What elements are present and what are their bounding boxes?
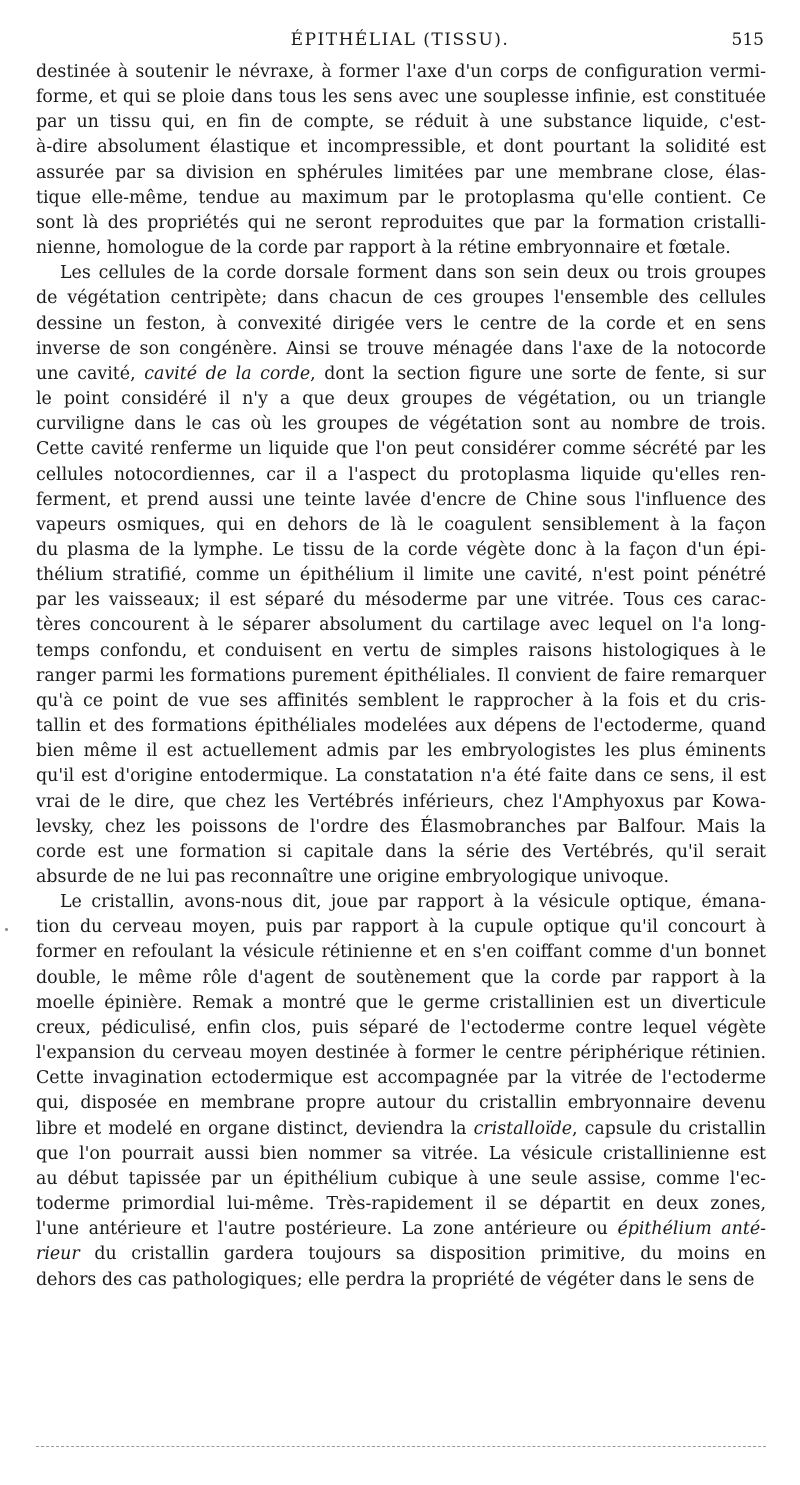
text-line: qu'à ce point de vue ses affinités semblent le rapprocher à la fois et du cris- [36,690,766,711]
paragraph [36,261,766,890]
text-line: assurée par sa division en sphérules limitées par une membrane close, élas- [36,162,766,183]
text-line: inverse de son congénère. Ainsi se trouve ménagée dans l'axe de la notocorde [36,338,766,359]
text-line: une cavité, cavité de la corde, dont la section figure une sorte de fente, si sur [36,363,766,384]
paragraph [36,890,766,1293]
page-header [36,30,764,56]
paragraph [36,60,766,261]
text-line: corde est une formation si capitale dans la série des Vertébrés, qu'il serait [36,841,766,862]
text-line: curviligne dans le cas où les groupes de végétation sont au nombre de trois. [36,414,766,435]
text-line: vapeurs osmiques, qui en dehors de là le coagulent sensiblement à la façon [36,514,766,535]
text-line: dehors des cas pathologiques; elle perdra la propriété de végéter dans le sens de [36,1269,755,1290]
body-text [36,60,766,1293]
text-line: dessine un feston, à convexité dirigée vers le centre de la corde et en sens [36,313,766,334]
text-line: forme, et qui se ploie dans tous les sens avec une souplesse infinie, est constituée [36,87,766,108]
text-line: du plasma de la lymphe. Le tissu de la corde végète donc à la façon d'un épi- [36,539,766,560]
text-line: qu'il est d'origine entodermique. La constatation n'a été faite dans ce sens, il est [36,766,766,787]
text-line: cellules notocordiennes, car il a l'aspect du protoplasma liquide qu'elles ren- [36,464,766,485]
text-line: bien même il est actuellement admis par les embryologistes les plus éminents [36,741,766,762]
text-line: vrai de le dire, que chez les Vertébrés inférieurs, chez l'Amphyoxus par Kowa- [36,791,766,812]
text-line: former en refoulant la vésicule rétinienne et en s'en coiffant comme d'un bonnet [36,942,766,963]
text-line: tères concourent à le séparer absolument du cartilage avec lequel on l'a long- [36,615,766,636]
text-line: temps confondu, et conduisent en vertu de simples raisons histologiques à le [36,640,766,661]
italic-term: rieur [36,1244,80,1265]
text-line: que l'on pourrait aussi bien nommer sa vitrée. La vésicule cristallinienne est [36,1143,766,1164]
text-line: l'expansion du cerveau moyen destinée à former le centre périphérique rétinien. [36,1043,766,1064]
text-line: absurde de ne lui pas reconnaître une origine embryologique univoque. [36,867,670,887]
italic-term: cristalloïde [473,1118,573,1139]
text-line: creux, pédiculisé, enfin clos, puis séparé de l'ectoderme contre lequel végète [36,1017,766,1038]
text-line: thélium stratifié, comme un épithélium il limite une cavité, n'est point pénétré [36,565,766,586]
text-line: Cette invagination ectodermique est accompagnée par la vitrée de l'ectoderme [36,1068,766,1089]
text-line: ferment, et prend aussi une teinte lavée d'encre de Chine sous l'influence des [36,489,766,510]
text-line: Les cellules de la corde dorsale forment dans son sein deux ou trois groupes [60,263,766,284]
text-line: sont là des propriétés qui ne seront reproduites que par la formation cristalli- [36,212,766,233]
text-line: au début tapissée par un épithélium cubique à une seule assise, comme l'ec- [36,1168,766,1189]
text-line: Le cristallin, avons-nous dit, joue par rapport à la vésicule optique, émana- [60,892,766,913]
text-line: toderme primordial lui-même. Très-rapidement il se départit en deux zones, [36,1194,766,1215]
text-line: moelle épinière. Remak a montré que le germe cristallinien est un diverticule [36,992,766,1013]
text-line: double, le même rôle d'agent de soutènement que la corde par rapport à la [36,967,766,988]
margin-mark [5,928,8,931]
text-line: l'une antérieure et l'autre postérieure. La zone antérieure ou épithélium anté- [36,1219,766,1240]
text-line: levsky, chez les poissons de l'ordre des Élasmobranches par Balfour. Mais la [36,816,766,837]
text-line: Cette cavité renferme un liquide que l'on peut considérer comme sécrété par les [36,439,766,460]
text-line: rieur du cristallin gardera toujours sa disposition primitive, du moins en [36,1244,766,1265]
text-line: de végétation centripète; dans chacun de ces groupes l'ensemble des cellules [36,288,766,309]
footer-rule [36,1446,766,1447]
italic-term: cavité de la corde [144,363,311,384]
text-line: tion du cerveau moyen, puis par rapport à la cupule optique qu'il concourt à [36,917,766,938]
text-line: tallin et des formations épithéliales modelées aux dépens de l'ectoderme, quand [36,716,766,737]
page-number: 515 [731,30,764,50]
text-line: par les vaisseaux; il est séparé du mésoderme par une vitrée. Tous ces carac- [36,590,766,611]
text-line: par un tissu qui, en fin de compte, se réduit à une substance liquide, c'est- [36,112,766,133]
running-title: ÉPITHÉLIAL (TISSU). [290,30,510,50]
text-line: le point considéré il n'y a que deux groupes de végétation, ou un triangle [36,389,766,410]
text-line: ranger parmi les formations purement épithéliales. Il convient de faire remarquer [36,665,766,686]
text-line: à-dire absolument élastique et incompressible, et dont pourtant la solidité est [36,137,766,158]
text-line: destinée à soutenir le névraxe, à former l'axe d'un corps de configuration vermi- [36,62,766,82]
text-line: tique elle-même, tendue au maximum par le protoplasma qu'elle contient. Ce [36,187,766,208]
text-line: qui, disposée en membrane propre autour du cristallin embryonnaire devenu [36,1093,766,1114]
italic-term: épithélium anté- [617,1219,766,1240]
text-line: libre et modelé en organe distinct, deviendra la cristalloïde, capsule du cristallin [36,1118,766,1139]
text-line: nienne, homologue de la corde par rapport à la rétine embryonnaire et fœtale. [36,238,731,259]
